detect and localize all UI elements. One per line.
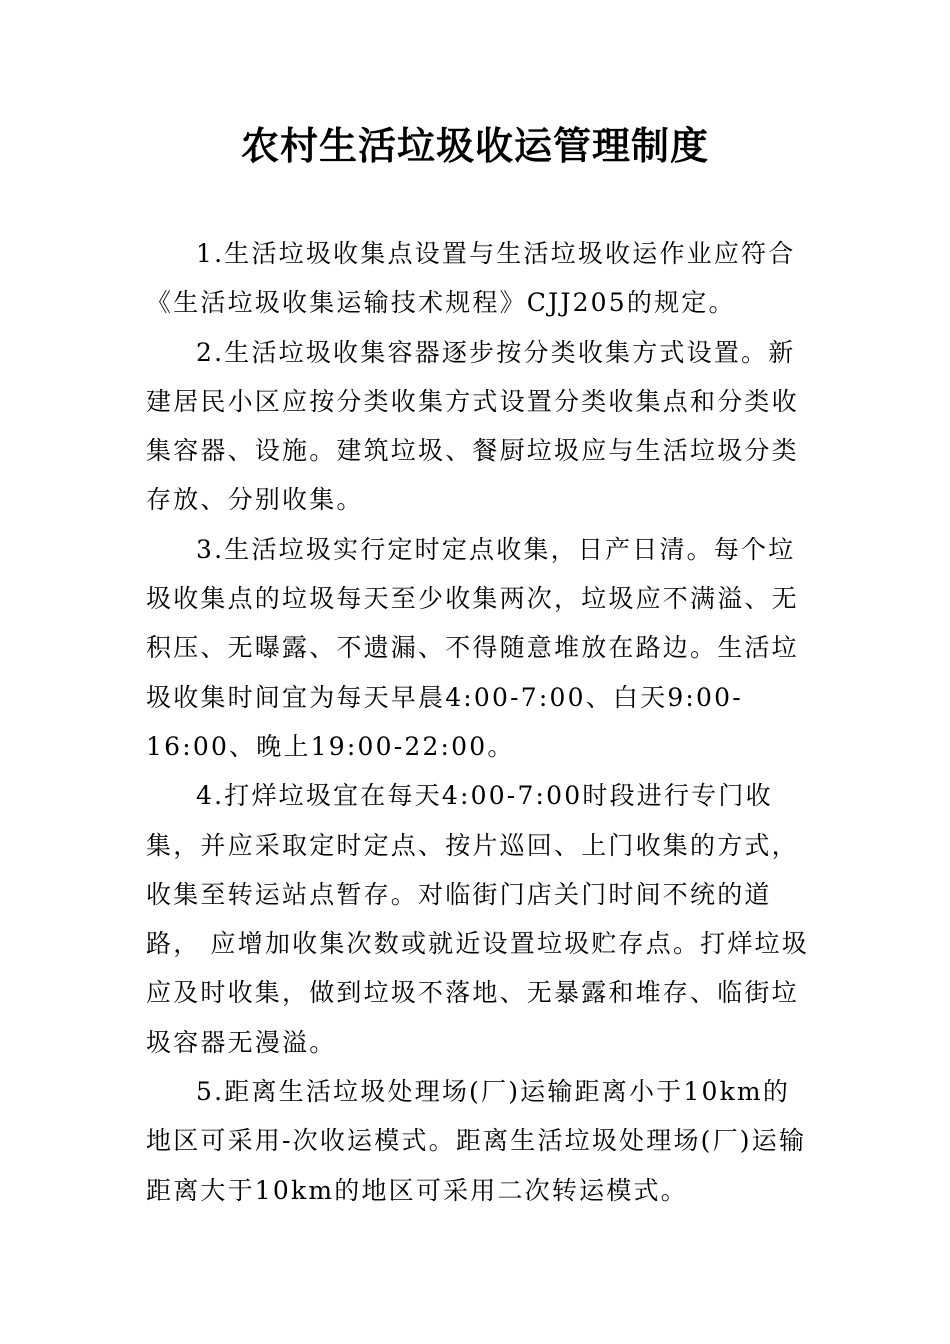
document-title: 农村生活垃圾收运管理制度 bbox=[240, 123, 709, 168]
paragraph-3: 3.生活垃圾实行定时定点收集，日产日清。每个垃圾收集点的垃圾每天至少收集两次，垃圾应不满溢、无积压、无曝露、不遗漏、不得随意堆放在路边。生活垃圾收集时间宜为每天早晨4:00-7:00、白天9:00-16:00、晚上19:00-22:00。 bbox=[146, 534, 799, 761]
paragraph-5: 5.距离生活垃圾处理场(厂)运输距离小于10km的地区可采用-次收运模式。距离生活垃圾处理场(厂)运输距离大于10km的地区可采用二次转运模式。 bbox=[146, 1077, 807, 1205]
paragraph-4: 4.打烊垃圾宜在每天4:00-7:00时段进行专门收集，并应采取定时定点、按片巡回、上门收集的方式，收集至转运站点暂存。对临街门店关门时间不统的道路， 应增加收集次数或就近设置垃圾贮存点。打烊垃圾应及时收集，做到垃圾不落地、无暴露和堆存、临街垃圾容器无漫溢。 bbox=[146, 781, 809, 1057]
paragraph-1: 1.生活垃圾收集点设置与生活垃圾收运作业应符合《生活垃圾收集运输技术规程》CJJ205的规定。 bbox=[146, 239, 796, 318]
document-body bbox=[146, 229, 816, 1215]
paragraph-2: 2.生活垃圾收集容器逐步按分类收集方式设置。新建居民小区应按分类收集方式设置分类收集点和分类收集容器、设施。建筑垃圾、餐厨垃圾应与生活垃圾分类存放、分别收集。 bbox=[146, 337, 799, 515]
